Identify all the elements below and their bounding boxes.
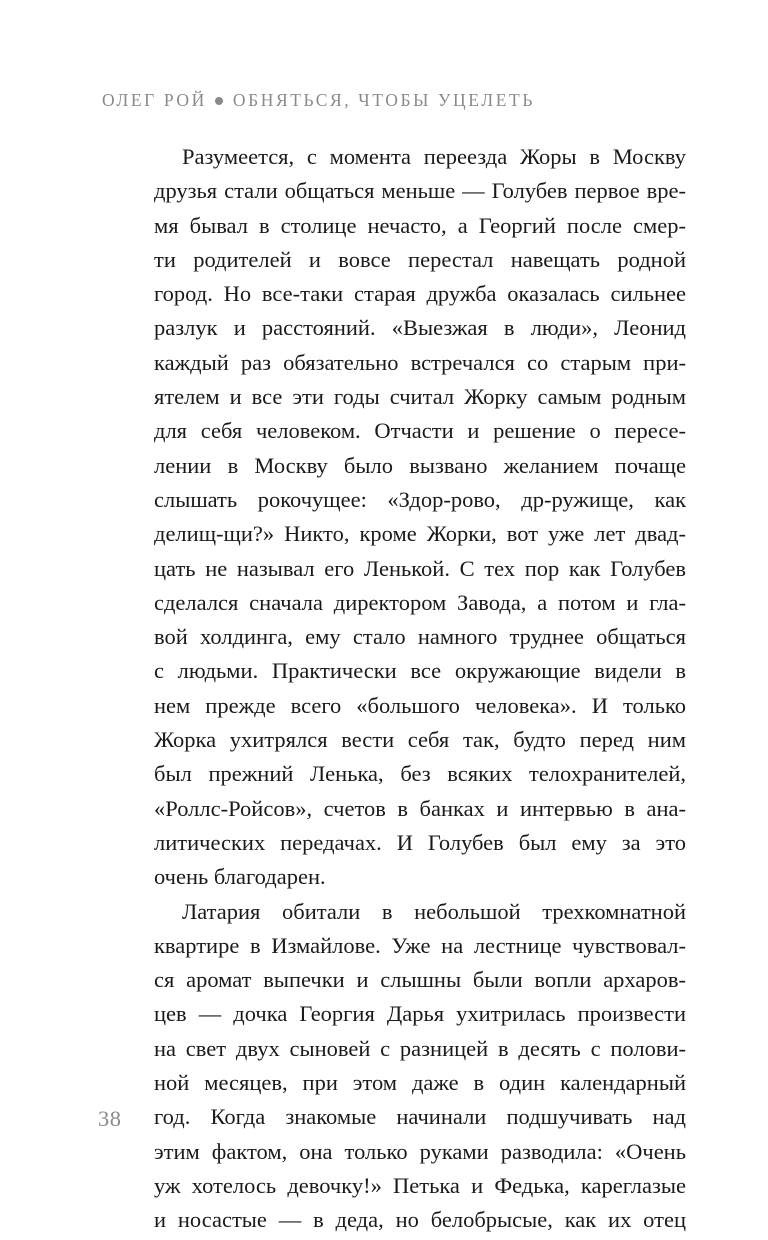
- text-line: год. Когда знакомые начинали подшучивать над: [154, 1104, 686, 1130]
- running-header: [102, 90, 702, 111]
- text-line: Жорка ухитрялся вести себя так, будто перед ним: [154, 727, 686, 753]
- text-line: друзья стали общаться меньше — Голубев первое вре-: [154, 178, 686, 204]
- text-line: разлук и расстояний. «Выезжая в люди», Леонид: [154, 315, 686, 341]
- text-line: литических передачах. И Голубев был ему за это: [154, 829, 686, 855]
- text-line: очень благодарен.: [154, 864, 326, 890]
- header-author: ОЛЕГ РОЙ: [102, 90, 207, 110]
- body-text: [154, 140, 686, 1238]
- header-book-title: ОБНЯТЬСЯ, ЧТОБЫ УЦЕЛЕТЬ: [232, 90, 535, 110]
- text-line: каждый раз обязательно встречался со старым при-: [154, 349, 686, 375]
- text-line: нем прежде всего «большого человека». И только: [154, 692, 686, 718]
- text-line: ной месяцев, при этом даже в один календарный: [154, 1070, 686, 1096]
- text-line: для себя человеком. Отчасти и решение о пересе-: [154, 418, 686, 444]
- text-line: ти родителей и вовсе перестал навещать родной: [154, 246, 686, 272]
- text-line: уж хотелось девочку!» Петька и Федька, кареглазые: [154, 1172, 686, 1198]
- text-line: лении в Москву было вызвано желанием почаще: [154, 452, 686, 478]
- text-line: город. Но все-таки старая дружба оказалась сильнее: [154, 281, 686, 307]
- text-line: с людьми. Практически все окружающие видели в: [154, 658, 686, 684]
- paragraph-first-line: Латария обитали в небольшой трехкомнатной: [182, 898, 686, 924]
- text-line: мя бывал в столице нечасто, а Георгий после смер-: [154, 212, 686, 238]
- text-line: «Роллс-Ройсов», счетов в банках и интервью в ана-: [154, 795, 686, 821]
- text-line: был прежний Ленька, без всяких телохранителей,: [154, 761, 686, 787]
- text-line: сделался сначала директором Завода, а потом и гла-: [154, 589, 686, 615]
- text-line: ся аромат выпечки и слышны были вопли архаров-: [154, 967, 686, 993]
- paragraph-first-line: Разумеется, с момента переезда Жоры в Москву: [182, 144, 686, 169]
- text-line: вой холдинга, ему стало намного труднее общаться: [154, 624, 686, 650]
- text-line: и носастые — в деда, но белобрысые, как их отец: [154, 1207, 686, 1233]
- text-line: на свет двух сыновей с разницей в десять с полови-: [154, 1035, 686, 1061]
- text-line: цать не называл его Ленькой. С тех пор как Голубев: [154, 555, 686, 581]
- text-line: этим фактом, она только руками разводила: «Очень: [154, 1138, 686, 1164]
- text-line: ятелем и все эти годы считал Жорку самым родным: [154, 384, 686, 410]
- page-number: 38: [98, 1106, 122, 1131]
- text-line: делищ-щи?» Никто, кроме Жорки, вот уже лет двад-: [154, 521, 686, 547]
- text-line: квартире в Измайлове. Уже на лестнице чувствовал-: [154, 932, 686, 958]
- bullet-separator-icon: [215, 97, 223, 105]
- text-line: слышать рокочущее: «Здор-рово, др-ружище, как: [154, 486, 686, 512]
- text-line: цев — дочка Георгия Дарья ухитрилась произвести: [154, 1001, 686, 1027]
